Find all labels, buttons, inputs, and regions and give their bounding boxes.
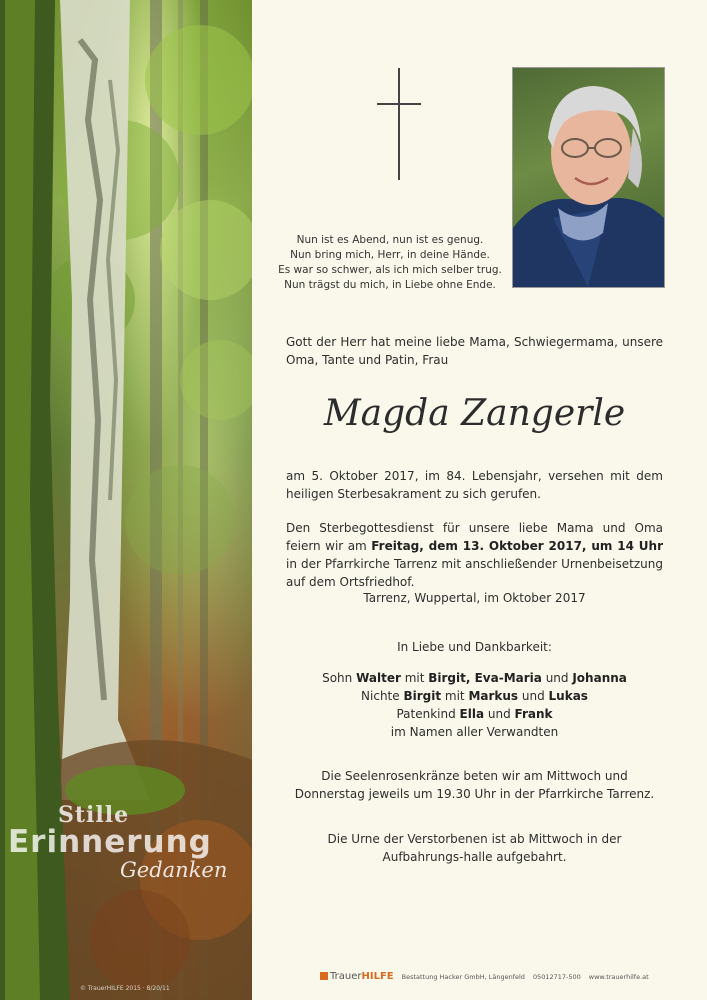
forest-background-image xyxy=(0,0,252,1000)
poem-line: Nun bring mich, Herr, in deine Hände. xyxy=(290,249,490,261)
service-date: Freitag, dem 13. Oktober 2017, um 14 Uhr xyxy=(371,539,663,553)
footer-url[interactable]: www.trauerhilfe.at xyxy=(588,973,649,981)
footer-phone: 05012717-500 xyxy=(532,973,581,981)
thanks-heading: In Liebe und Dankbarkeit: xyxy=(397,640,552,654)
copyright-note: © TrauerHILFE 2015 · 8/20/11 xyxy=(80,985,170,992)
mourner-line: im Namen aller Verwandten xyxy=(390,725,559,739)
poem-line: Es war so schwer, als ich mich selber trug. xyxy=(278,264,502,276)
poem xyxy=(270,233,510,293)
portrait-photo xyxy=(512,67,665,288)
mourners-list xyxy=(286,669,663,741)
brand-name: TrauerHILFE xyxy=(330,971,394,982)
rosary-text: Die Seelenrosenkränze beten wir am Mittwoch und Donnerstag jeweils um 19.30 Uhr in der Pfarrkirche Tarrenz. xyxy=(294,769,655,801)
poem-line: Nun ist es Abend, nun ist es genug. xyxy=(296,234,484,246)
urn-text: Die Urne der Verstorbenen ist ab Mittwoch in der Aufbahrungs-halle aufgebahrt. xyxy=(327,832,622,864)
death-text: am 5. Oktober 2017, im 84. Lebensjahr, versehen mit dem heiligen Sterbesakrament zu sich gerufen. xyxy=(286,469,663,501)
mourner-line: Sohn Walter mit Birgit, Eva-Maria und Johanna xyxy=(322,671,627,685)
watermark-gedanken: Gedanken xyxy=(120,858,228,882)
intro-text: Gott der Herr hat meine liebe Mama, Schwiegermama, unsere Oma, Tante und Patin, Frau xyxy=(286,335,663,367)
trauerhilfe-logo-icon xyxy=(320,972,328,980)
poem-line: Nun trägst du mich, in Liebe ohne Ende. xyxy=(284,279,496,291)
mourner-line: Nichte Birgit mit Markus und Lukas xyxy=(361,689,588,703)
place-date: Tarrenz, Wuppertal, im Oktober 2017 xyxy=(363,591,586,605)
watermark-erinnerung: Erinnerung xyxy=(8,824,212,860)
footer-company: Bestattung Hacker GmbH, Längenfeld xyxy=(401,973,525,981)
service-text: Den Sterbegottesdienst für unsere liebe Mama und Oma feiern wir am Freitag, dem 13. Oktober 2017, um 14 Uhr in der Pfarrkirche Tarrenz mit anschließender Urnenbeisetzung auf dem Ortsfriedhof. xyxy=(286,521,663,589)
deceased-name: Magda Zangerle xyxy=(323,393,626,434)
watermark-stille: Stille xyxy=(58,802,130,828)
mourner-line: Patenkind Ella und Frank xyxy=(396,707,553,721)
footer xyxy=(320,971,649,982)
